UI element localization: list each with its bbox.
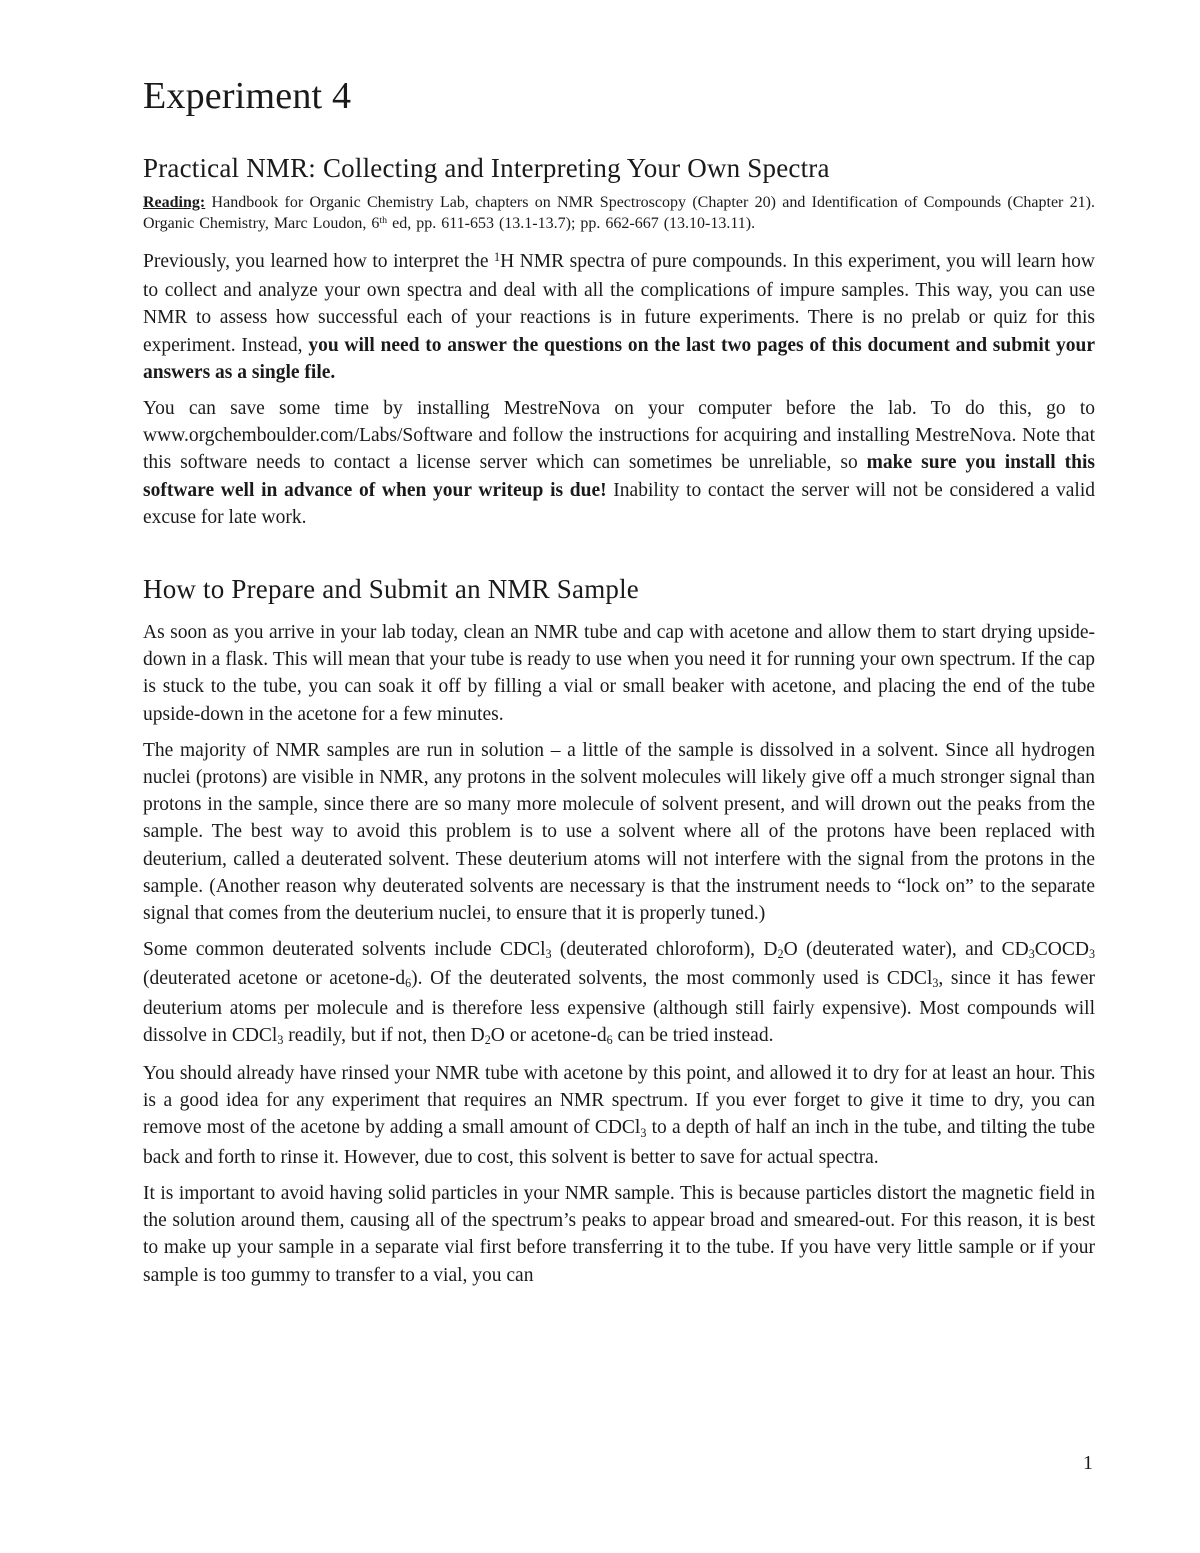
intro-paragraph-1: Previously, you learned how to interpret the $^1$H NMR spectra of pure compounds. In this experiment, you will learn how to collect and analyze your own spectra and deal with all the complications of impure samples. This way, you can use NMR to assess how successful each of your reactions is in future experiments. There is no prelab or quiz for this experiment. Instead, you will need to answer the questions on the last two pages of this document and submit your answers as a single file. (143, 249, 1096, 383)
document-title: Experiment 4 (143, 75, 352, 117)
page-number: 1 (1083, 1452, 1093, 1474)
reading-label: Reading: (143, 194, 206, 211)
document-subtitle: Practical NMR: Collecting and Interpreting Your Own Spectra (143, 153, 830, 183)
body-paragraph-5: It is important to avoid having solid particles in your NMR sample. This is because particles distort the magnetic field in the solution around them, causing all of the spectrum’s peaks to appear broad and smeared-out. For this reason, it is best to make up your sample in a separate vial first before transferring it to the tube. If you have very little sample or if your sample is too gummy to transfer to a vial, you can (143, 1182, 1095, 1286)
body-paragraph-4: You should already have rinsed your NMR tube with acetone by this point, and allowed it to dry for at least an hour. This is a good idea for any experiment that requires an NMR spectrum. If you ever forget to give it time to dry, you can remove most of the acetone by adding a small amount of CDCl$_3$ to a depth of half an inch in the tube, and tilting the tube back and forth to rinse it. However, due to cost, this solvent is better to save for actual spectra. (143, 1063, 1095, 1168)
reading-paragraph: Reading: Handbook for Organic Chemistry Lab, chapters on NMR Spectroscopy (Chapter 20) and Identification of Compounds (Chapter 21). Organic Chemistry, Marc Loudon, 6th ed, pp. 611-653 (13.1-13.7); pp. 662-667 (13.10-13.11). (143, 194, 1095, 232)
document-page (143, 72, 1095, 1298)
section-heading: How to Prepare and Submit an NMR Sample (143, 574, 639, 605)
body-paragraph-1: As soon as you arrive in your lab today, clean an NMR tube and cap with acetone and allow them to start drying upside-down in a flask. This will mean that your tube is ready to use when you need it for running your own spectrum. If the cap is stuck to the tube, you can soak it off by filling a vial or small beaker with acetone, and placing the end of the tube upside-down in the acetone for a few minutes. (143, 622, 1095, 725)
body-paragraph-2: The majority of NMR samples are run in solution – a little of the sample is dissolved in a solvent. Since all hydrogen nuclei (protons) are visible in NMR, any protons in the solvent molecules will likely give off a much stronger signal than protons in the sample, since there are so many more molecule of solvent present, and will drown out the peaks from the sample. The best way to avoid this problem is to use a solvent where all of the protons have been replaced with deuterium, called a deuterated solvent. These deuterium atoms will not interfere with the signal from the protons in the sample. (Another reason why deuterated solvents are necessary is that the instrument needs to “lock on” to the separate signal that comes from the deuterium nuclei, to ensure that it is properly tuned.) (143, 739, 1095, 925)
body-paragraph-3: Some common deuterated solvents include CDCl$_3$ (deuterated chloroform), $D_2O$ (deuterated water), and $CD_3COCD_3$ (deuterated acetone or acetone-$d_6$). Of the deuterated solvents, the most commonly used is CDCl$_3$, since it has fewer deuterium atoms per molecule and is therefore less expensive (although still fairly expensive). Most compounds will dissolve in CDCl$_3$ readily, but if not, then $D_2O$ or acetone-$d_6$ can be tried instead. (143, 939, 1095, 1047)
intro-paragraph-2: You can save some time by installing MestreNova on your computer before the lab. To do this, go to www.orgchemboulder.com/Labs/Software and follow the instructions for acquiring and installing MestreNova. Note that this software needs to contact a license server which can sometimes be unreliable, so make sure you install this software well in advance of when your writeup is due! Inability to contact the server will not be considered a valid excuse for late work. (143, 398, 1096, 528)
